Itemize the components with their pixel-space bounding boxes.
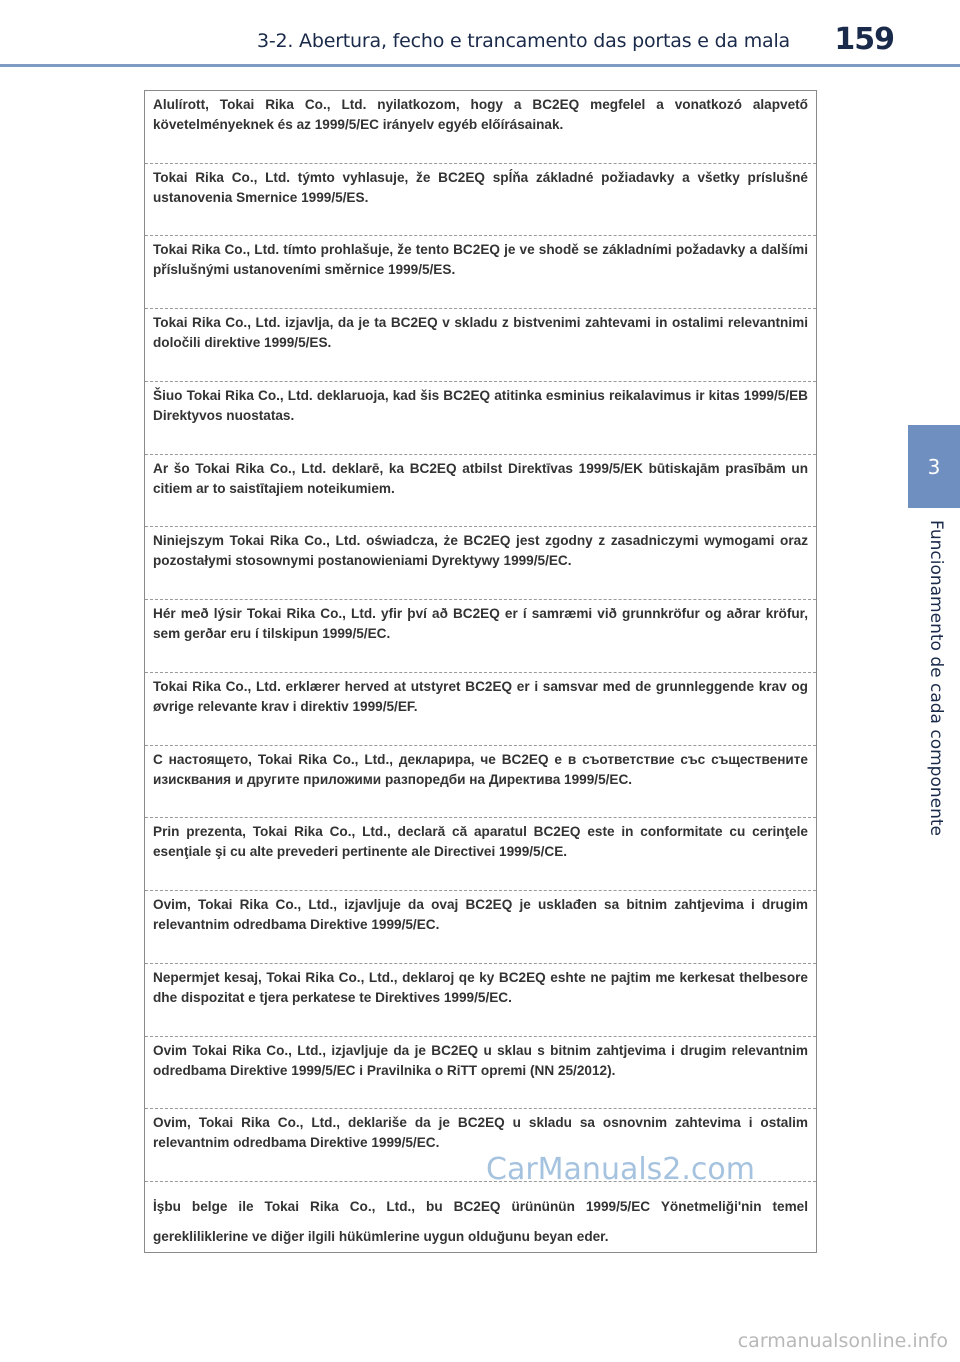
declaration-lithuanian: Šiuo Tokai Rika Co., Ltd. deklaruoja, kad šis BC2EQ atitinka esminius reikalavimus ir kitas 1999/5/EB Direktyvos nuostatas. — [145, 382, 816, 455]
watermark-carmanualsonline: carmanualsonline.info — [737, 1330, 948, 1352]
page-number: 159 — [834, 22, 894, 57]
declaration-table — [144, 90, 817, 1253]
declaration-turkish: İşbu belge ile Tokai Rika Co., Ltd., bu BC2EQ ürününün 1999/5/EC Yönetmeliği'nin temel gerekliliklerine ve diğer ilgili hükümlerine uygun olduğunu beyan eder. — [153, 1199, 808, 1245]
chapter-tab[interactable] — [908, 425, 960, 508]
declaration-icelandic: Hér með lýsir Tokai Rika Co., Ltd. yfir því að BC2EQ er í samræmi við grunnkröfur og aðrar kröfur, sem gerðar eru í tilskipun 1999/5/EC. — [145, 600, 816, 673]
header-divider — [0, 64, 960, 67]
section-title: 3-2. Abertura, fecho e trancamento das portas e da mala — [256, 30, 790, 52]
declaration-bosnian: Ovim, Tokai Rika Co., Ltd., izjavljuje da ovaj BC2EQ je usklađen sa bitnim zahtjevima i drugim relevantnim odredbama Direktive 1999/5/EC. — [145, 891, 816, 964]
declaration-czech: Tokai Rika Co., Ltd. tímto prohlašuje, že tento BC2EQ je ve shodě se základními požadavky a dalšími příslušnými ustanoveními směrnice 1999/5/ES. — [145, 236, 816, 309]
declaration-hungarian: Alulírott, Tokai Rika Co., Ltd. nyilatkozom, hogy a BC2EQ megfelel a vonatkozó alapvető követelményeknek és az 1999/5/EC irányelv egyéb előírásainak. — [145, 91, 816, 164]
declaration-romanian: Prin prezenta, Tokai Rika Co., Ltd., declară că aparatul BC2EQ este in conformitate cu cerinţele esenţiale şi cu alte prevederi pertinente ale Directivei 1999/5/CE. — [145, 818, 816, 891]
chapter-label: Funcionamento de cada componente — [926, 520, 946, 836]
declaration-albanian: Nepermjet kesaj, Tokai Rika Co., Ltd., deklaroj qe ky BC2EQ eshte ne pajtim me kerkesat thelbesore dhe dispozitat e tjera perkatese te Direktives 1999/5/EC. — [145, 964, 816, 1037]
declaration-slovenian: Tokai Rika Co., Ltd. izjavlja, da je ta BC2EQ v skladu z bistvenimi zahtevami in ostalimi relevantnimi določili direktive 1999/5/ES. — [145, 309, 816, 382]
declaration-polish: Niniejszym Tokai Rika Co., Ltd. oświadcza, że BC2EQ jest zgodny z zasadniczymi wymogami oraz pozostałymi stosownymi postanowieniami Dyrektywy 1999/5/EC. — [145, 527, 816, 600]
watermark-carmanuals2: CarManuals2.com — [486, 1152, 756, 1187]
declaration-bulgarian: С настоящето, Tokai Rika Co., Ltd., декларира, че BC2EQ е в съответствие със съществените изисквания и другите приложими разпоредби на Директива 1999/5/EC. — [145, 746, 816, 819]
declaration-norwegian: Tokai Rika Co., Ltd. erklærer herved at utstyret BC2EQ er i samsvar med de grunnleggende krav og øvrige relevante krav i direktiv 1999/5/EF. — [145, 673, 816, 746]
declaration-serbian: Ovim, Tokai Rika Co., Ltd., deklariše da je BC2EQ u skladu sa osnovnim zahtevima i ostalim relevantnim odredbama Direktive 1999/5/EC. — [145, 1109, 816, 1182]
page-header — [0, 0, 960, 66]
chapter-number: 3 — [927, 454, 941, 479]
declaration-slovak: Tokai Rika Co., Ltd. týmto vyhlasuje, že BC2EQ spĺňa základné požiadavky a všetky príslušné ustanovenia Smernice 1999/5/ES. — [145, 164, 816, 237]
declaration-croatian: Ovim Tokai Rika Co., Ltd., izjavljuje da je BC2EQ u sklau s bitnim zahtjevima i drugim relevantnim odredbama Direktive 1999/5/EC i Pravilnika o RiTT opremi (NN 25/2012). — [145, 1037, 816, 1110]
declaration-latvian: Ar šo Tokai Rika Co., Ltd. deklarē, ka BC2EQ atbilst Direktīvas 1999/5/EK būtiskajām prasībām un citiem ar to saistītajiem noteikumiem. — [145, 455, 816, 528]
